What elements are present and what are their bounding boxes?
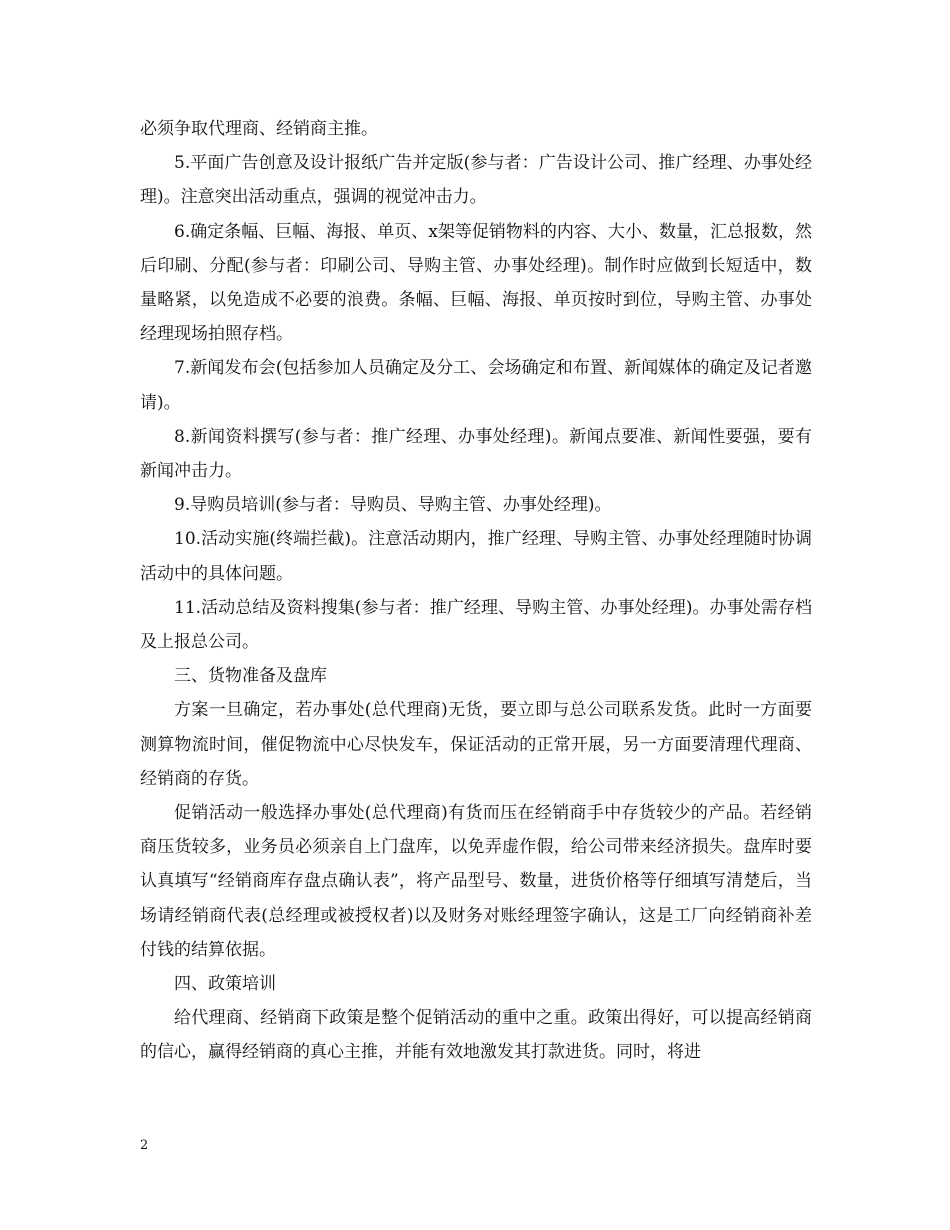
paragraph-item-11: 11.活动总结及资料搜集(参与者：推广经理、导购主管、办事处经理)。办事处需存档及上报总公司。 bbox=[140, 597, 812, 653]
paragraph-item-7: 7.新闻发布会(包括参加人员确定及分工、会场确定和布置、新闻媒体的确定及记者邀请)。 bbox=[140, 358, 812, 413]
paragraph-item-10: 10.活动实施(终端拦截)。注意活动期内，推广经理、导购主管、办事处经理随时协调活动中的具体问题。 bbox=[140, 529, 812, 584]
paragraph-item-5: 5.平面广告创意及设计报纸广告并定版(参与者：广告设计公司、推广经理、办事处经理)。注意突出活动重点，强调的视觉冲击力。 bbox=[140, 153, 812, 208]
page-number: 2 bbox=[140, 1138, 149, 1153]
paragraph-item-8: 8.新闻资料撰写(参与者：推广经理、办事处经理)。新闻点要准、新闻性要强，要有新闻冲击力。 bbox=[140, 426, 812, 482]
paragraph-item-9: 9.导购员培训(参与者：导购员、导购主管、办事处经理)。 bbox=[174, 495, 612, 516]
paragraph-item-6: 6.确定条幅、巨幅、海报、单页、x架等促销物料的内容、大小、数量，汇总报数，然后印刷、分配(参与者：印刷公司、导购主管、办事处经理)。制作时应做到长短适中，数量略紧，以免造成不必要的浪费。条幅、巨幅、海报、单页按时到位，导购主管、办事处经理现场拍照存档。 bbox=[140, 221, 812, 345]
paragraph-goods-shipping: 方案一旦确定，若办事处(总代理商)无货，要立即与总公司联系发货。此时一方面要测算物流时间，催促物流中心尽快发车，保证活动的正常开展，另一方面要清理代理商、经销商的存货。 bbox=[140, 700, 812, 789]
section-heading-goods-preparation: 三、货物准备及盘库 bbox=[174, 666, 327, 687]
section-heading-policy-training: 四、政策培训 bbox=[174, 974, 276, 995]
paragraph-continuation: 必须争取代理商、经销商主推。 bbox=[140, 119, 378, 139]
paragraph-inventory-check: 促销活动一般选择办事处(总代理商)有货而压在经销商手中存货较少的产品。若经销商压货较多，业务员必须亲自上门盘库，以免弄虚作假，给公司带来经济损失。盘库时要认真填写“经销商库存盘点确认表”，将产品型号、数量，进货价格等仔细填写清楚后，当场请经销商代表(总经理或被授权者)以及财务对账经理签字确认，这是工厂向经销商补差付钱的结算依据。 bbox=[140, 803, 812, 960]
document-body bbox=[140, 112, 812, 1070]
paragraph-policy-training: 给代理商、经销商下政策是整个促销活动的重中之重。政策出得好，可以提高经销商的信心，赢得经销商的真心主推，并能有效地激发其打款进货。同时，将进 bbox=[140, 1008, 812, 1063]
